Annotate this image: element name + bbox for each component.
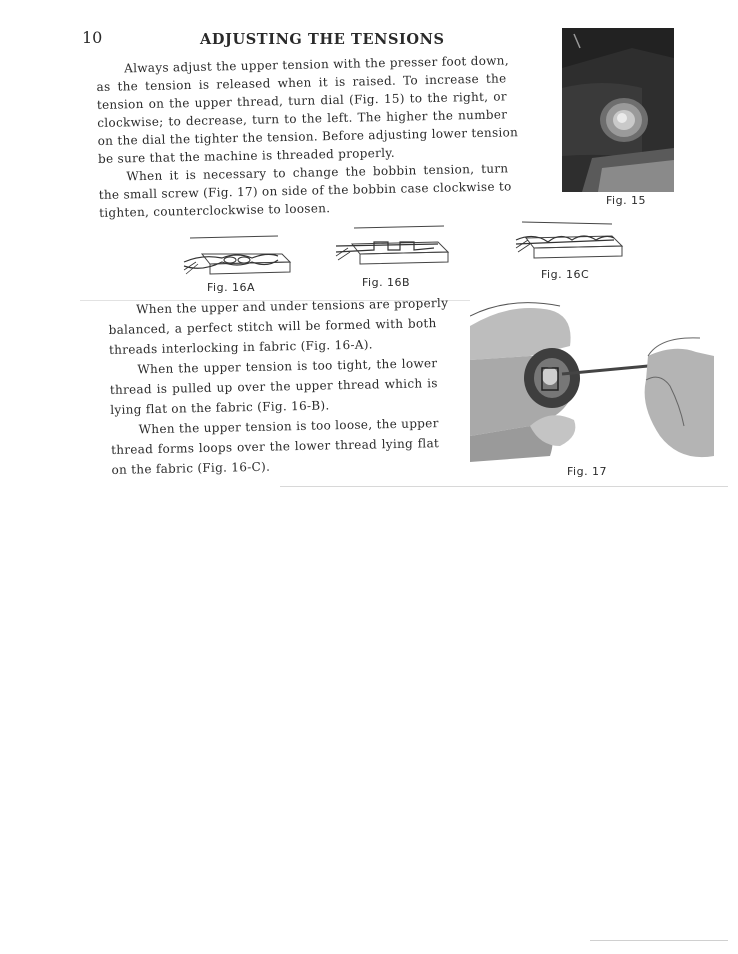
fig16b-diagram: [334, 222, 454, 270]
text-line: lying flat on the fabric (Fig. 16-B).: [110, 398, 330, 417]
text-line: as the tension is released when it is raised. To increase the: [96, 71, 507, 94]
fig16a-diagram: [182, 232, 292, 280]
text-line: on the fabric (Fig. 16-C).: [111, 459, 271, 477]
text-line: the small screw (Fig. 17) on side of the bobbin case clockwise to: [98, 179, 512, 202]
page-title: ADJUSTING THE TENSIONS: [200, 31, 445, 48]
text-line: clockwise; to decrease, turn to the left. The higher the number: [97, 107, 508, 130]
text-line: When the upper tension is too tight, the lower: [137, 356, 438, 377]
text-line: thread is pulled up over the upper thread which is: [109, 376, 438, 397]
text-line: on the dial the tighter the tension. Before adjusting lower tension: [97, 125, 519, 148]
fig15-caption: Fig. 15: [606, 194, 647, 207]
text-line: be sure that the machine is threaded properly.: [97, 145, 395, 166]
text-line: tension on the upper thread, turn dial (Fig. 15) to the right, or: [96, 89, 507, 112]
text-line: thread forms loops over the lower thread lying flat: [110, 436, 440, 457]
text-line: threads interlocking in fabric (Fig. 16-A).: [108, 337, 373, 357]
fig15-photo: [562, 28, 674, 192]
page-number: 10: [82, 28, 103, 47]
tension-dial-image: [562, 28, 674, 192]
stitch-text: [108, 293, 449, 480]
text-line: balanced, a perfect stitch will be formed with both: [108, 316, 437, 337]
text-line: tighten, counterclockwise to loosen.: [99, 201, 331, 220]
fig16c-caption: Fig. 16C: [541, 268, 590, 281]
scan-line: [280, 486, 728, 487]
fig17-photo: [470, 296, 714, 462]
text-line: When it is necessary to change the bobbin tension, turn: [126, 161, 509, 184]
text-line: When the upper and under tensions are properly: [136, 295, 449, 317]
fig16b-caption: Fig. 16B: [362, 276, 411, 289]
fig16a-caption: Fig. 16A: [207, 281, 256, 294]
intro-text: [96, 51, 519, 222]
text-line: When the upper tension is too loose, the upper: [138, 416, 439, 437]
scan-line: [590, 940, 728, 941]
fig16c-diagram: [514, 218, 632, 264]
bobbin-case-image: [470, 296, 714, 462]
fig17-caption: Fig. 17: [567, 465, 608, 478]
text-line: Always adjust the upper tension with the presser foot down,: [124, 53, 510, 76]
